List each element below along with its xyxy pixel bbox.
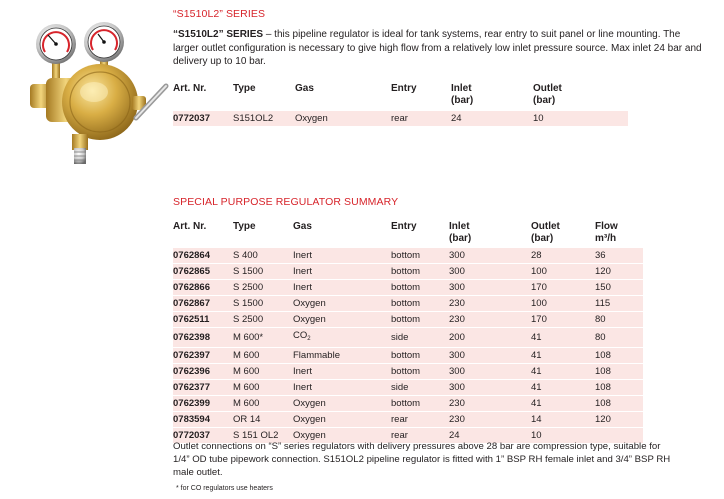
cell-entry: rear xyxy=(391,428,449,444)
cell-type: S 151 OL2 xyxy=(233,428,293,444)
cell-art: 0762396 xyxy=(173,364,233,380)
cell-inlet: 230 xyxy=(449,396,531,412)
cell-inlet: 300 xyxy=(449,364,531,380)
cell-outlet: 10 xyxy=(531,428,595,444)
cell-inlet: 300 xyxy=(449,348,531,364)
section1-table xyxy=(173,83,628,126)
cell-type: OR 14 xyxy=(233,412,293,428)
cell-gas: Oxygen xyxy=(293,428,391,444)
cell-outlet: 10 xyxy=(533,111,628,126)
table-row xyxy=(173,328,643,348)
cell-gas: Oxygen xyxy=(293,412,391,428)
cell-outlet: 100 xyxy=(531,296,595,312)
cell-flow: 80 xyxy=(595,312,643,328)
table-row xyxy=(173,296,643,312)
cell-type: M 600 xyxy=(233,348,293,364)
cell-gas: Oxygen xyxy=(293,396,391,412)
table-row xyxy=(173,380,643,396)
header-flow: Flow m³/h xyxy=(595,221,618,244)
table-header-row xyxy=(173,83,628,107)
cell-flow: 36 xyxy=(595,248,643,264)
cell-type: S 2500 xyxy=(233,280,293,296)
cell-gas: Oxygen xyxy=(293,296,391,312)
cell-flow: 80 xyxy=(595,328,643,348)
cell-flow: 108 xyxy=(595,364,643,380)
cell-flow: 115 xyxy=(595,296,643,312)
section1-intro xyxy=(173,28,708,69)
table-row xyxy=(173,396,643,412)
cell-art: 0762867 xyxy=(173,296,233,312)
header-art: Art. Nr. xyxy=(173,221,207,232)
cell-gas: Inert xyxy=(293,248,391,264)
cell-entry: bottom xyxy=(391,396,449,412)
header-inlet: Inlet (bar) xyxy=(449,221,472,244)
cell-inlet: 230 xyxy=(449,312,531,328)
cell-flow: 108 xyxy=(595,380,643,396)
section1-title: “S1510L2” SERIES xyxy=(173,8,266,20)
cell-gas: Inert xyxy=(293,364,391,380)
cell-type: S 2500 xyxy=(233,312,293,328)
header-inlet: Inlet (bar) xyxy=(451,83,474,106)
table-row xyxy=(173,280,643,296)
table-row xyxy=(173,312,643,328)
cell-inlet: 24 xyxy=(451,111,533,126)
cell-inlet: 200 xyxy=(449,328,531,348)
cell-type: M 600 xyxy=(233,364,293,380)
cell-outlet: 28 xyxy=(531,248,595,264)
cell-art: 0762399 xyxy=(173,396,233,412)
header-art: Art. Nr. xyxy=(173,83,207,94)
cell-outlet: 41 xyxy=(531,380,595,396)
cell-flow: 150 xyxy=(595,280,643,296)
cell-gas: $CO_2$ xyxy=(293,328,391,348)
cell-gas: Inert xyxy=(293,264,391,280)
cell-gas: Oxygen xyxy=(295,111,391,126)
cell-outlet: 170 xyxy=(531,280,595,296)
cell-art: 0762864 xyxy=(173,248,233,264)
cell-outlet: 41 xyxy=(531,396,595,412)
gauge-right-icon xyxy=(84,22,124,62)
section2-note: Outlet connections on “S” series regulators with delivery pressures above 28 bar are compression type, suitable for 1/4” OD tube pipework connection. S151OL2 pipeline regulator is fitted with 1” BSP RH female inlet and 3/4” BSP RH male outlet. xyxy=(173,441,671,478)
header-gas: Gas xyxy=(295,83,314,94)
cell-outlet: 41 xyxy=(531,364,595,380)
cell-entry: side xyxy=(391,328,449,348)
cell-flow: 120 xyxy=(595,264,643,280)
table-row xyxy=(173,264,643,280)
cell-inlet: 230 xyxy=(449,412,531,428)
cell-art: 0762865 xyxy=(173,264,233,280)
cell-entry: rear xyxy=(391,412,449,428)
cell-flow: 108 xyxy=(595,396,643,412)
cell-type: S 1500 xyxy=(233,264,293,280)
cell-gas: Oxygen xyxy=(293,312,391,328)
header-type: Type xyxy=(233,221,256,232)
header-entry: Entry xyxy=(391,221,417,232)
cell-outlet: 14 xyxy=(531,412,595,428)
cell-entry: rear xyxy=(391,111,451,126)
cell-art: 0762866 xyxy=(173,280,233,296)
cell-art: 0772037 xyxy=(173,111,233,126)
cell-art: 0772037 xyxy=(173,428,233,444)
cell-entry: bottom xyxy=(391,248,449,264)
gauge-left-icon xyxy=(36,24,76,64)
cell-art: 0762398 xyxy=(173,328,233,348)
cell-type: S 1500 xyxy=(233,296,293,312)
cell-inlet: 300 xyxy=(449,280,531,296)
cell-entry: bottom xyxy=(391,280,449,296)
cell-inlet: 300 xyxy=(449,380,531,396)
header-outlet: Outlet (bar) xyxy=(533,83,562,106)
cell-entry: bottom xyxy=(391,364,449,380)
header-outlet: Outlet (bar) xyxy=(531,221,560,244)
cell-art: 0762377 xyxy=(173,380,233,396)
cell-flow: 120 xyxy=(595,412,643,428)
cell-art: 0762397 xyxy=(173,348,233,364)
cell-outlet: 170 xyxy=(531,312,595,328)
cell-inlet: 300 xyxy=(449,248,531,264)
cell-type: M 600* xyxy=(233,328,293,348)
section2-table xyxy=(173,221,643,443)
table-row xyxy=(173,364,643,380)
table-row xyxy=(173,111,628,126)
cell-outlet: 100 xyxy=(531,264,595,280)
cell-inlet: 24 xyxy=(449,428,531,444)
header-entry: Entry xyxy=(391,83,417,94)
section2-title: SPECIAL PURPOSE REGULATOR SUMMARY xyxy=(173,196,399,208)
table-row xyxy=(173,248,643,264)
section1-intro-text: – this pipeline regulator is ideal for tank systems, rear entry to suit panel or line mounting. The larger outlet configuration is necessary to give high flow from a relatively low inlet pressure source. Max inlet 24 bar and delivery up to 10 bar. xyxy=(173,29,702,68)
table-header-row xyxy=(173,221,643,245)
cell-entry: bottom xyxy=(391,264,449,280)
cell-inlet: 230 xyxy=(449,296,531,312)
cell-art: 0783594 xyxy=(173,412,233,428)
cell-gas: Inert xyxy=(293,380,391,396)
cell-flow: 108 xyxy=(595,348,643,364)
header-gas: Gas xyxy=(293,221,312,232)
cell-entry: side xyxy=(391,380,449,396)
cell-outlet: 41 xyxy=(531,328,595,348)
cell-art: 0762511 xyxy=(173,312,233,328)
cell-type: M 600 xyxy=(233,380,293,396)
cell-entry: bottom xyxy=(391,312,449,328)
cell-outlet: 41 xyxy=(531,348,595,364)
section1-intro-bold: “S1510L2” SERIES xyxy=(173,29,264,40)
cell-type: M 600 xyxy=(233,396,293,412)
section2-footnote: * for CO regulators use heaters xyxy=(176,485,273,492)
summary-rows xyxy=(173,248,643,443)
cell-entry: bottom xyxy=(391,296,449,312)
table-row xyxy=(173,348,643,364)
cell-gas: Inert xyxy=(293,280,391,296)
cell-inlet: 300 xyxy=(449,264,531,280)
cell-entry: bottom xyxy=(391,348,449,364)
table-row xyxy=(173,412,643,428)
cell-gas: Flammable xyxy=(293,348,391,364)
header-type: Type xyxy=(233,83,256,94)
cell-type: S 400 xyxy=(233,248,293,264)
cell-type: S151OL2 xyxy=(233,111,295,126)
regulator-image xyxy=(28,22,170,170)
